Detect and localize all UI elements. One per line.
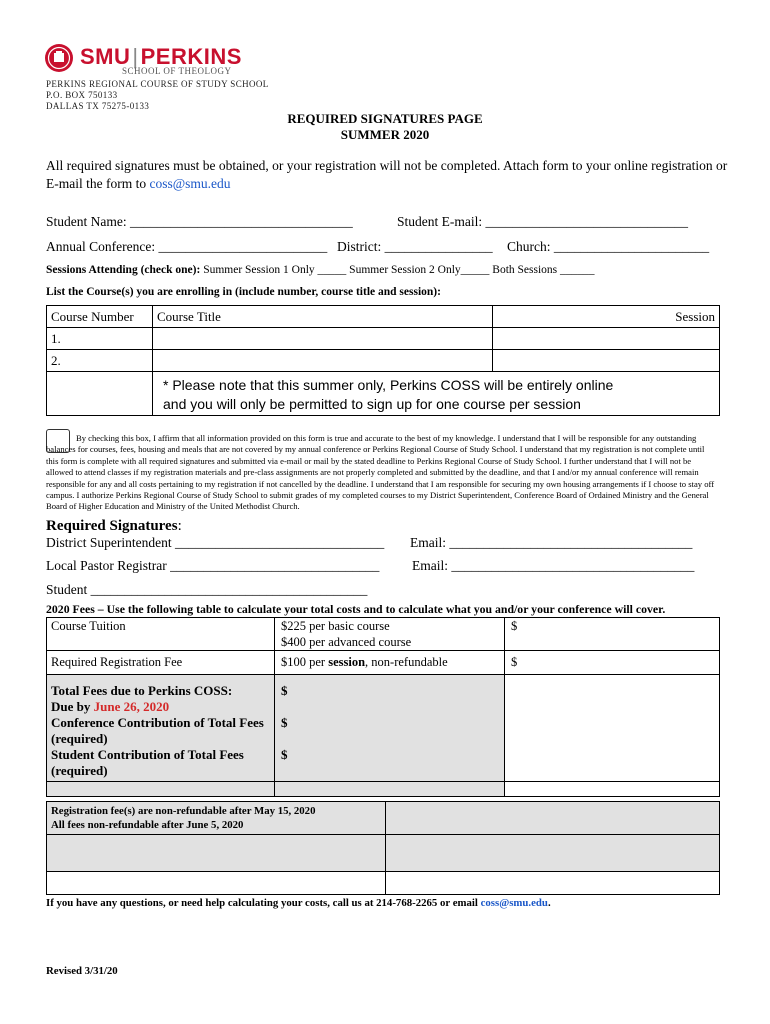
registration-dollar[interactable]: $	[505, 651, 720, 675]
blank-cell	[47, 835, 386, 872]
address-line-2: P.O. BOX 750133	[46, 90, 118, 100]
page-subtitle: SUMMER 2020	[340, 127, 430, 142]
course-row-number: 2.	[47, 350, 153, 372]
intro-line-1: All required signatures must be obtained, or your registration will not be completed. Attach form to your online registration or	[46, 158, 728, 173]
logo-wordmark: SMU|PERKINS	[80, 44, 242, 69]
student-name-field[interactable]: Student Name: _________________________________	[46, 214, 353, 229]
tuition-amounts: $225 per basic course $400 per advanced course	[275, 618, 505, 651]
courses-table	[46, 305, 720, 416]
course-session-cell[interactable]	[492, 328, 719, 350]
table-row[interactable]	[47, 328, 720, 350]
blank-cell	[275, 782, 505, 797]
fees-heading: 2020 Fees – Use the following table to calculate your total costs and to calculate what you and/or your conference will cover.	[46, 602, 666, 616]
annual-conference-field[interactable]: Annual Conference: _________________________	[46, 239, 328, 254]
address-line-1: PERKINS REGIONAL COURSE OF STUDY SCHOOL	[46, 79, 269, 89]
ds-email-field[interactable]: Email: ____________________________________	[410, 535, 693, 550]
page-title: REQUIRED SIGNATURES PAGE	[287, 111, 483, 126]
blank-cell	[505, 782, 720, 797]
refund-table	[46, 801, 720, 895]
registration-fee-label: Required Registration Fee	[47, 651, 275, 675]
blank-cell	[47, 782, 275, 797]
footer-email-link[interactable]: coss@smu.edu	[480, 897, 548, 909]
course-row-number: 1.	[47, 328, 153, 350]
sessions-attending[interactable]: Sessions Attending (check one): Summer Session 1 Only _____ Summer Session 2 Only_____ Both Sessions ______	[46, 264, 595, 276]
intro-line-2: E-mail the form to coss@smu.edu	[46, 176, 231, 191]
tuition-dollar[interactable]: $	[505, 618, 720, 651]
course-title-cell[interactable]	[153, 350, 493, 372]
student-signature[interactable]: Student _________________________________________	[46, 582, 368, 597]
church-field[interactable]: Church: _______________________	[507, 239, 710, 254]
empty-cell	[47, 372, 153, 416]
course-session-cell[interactable]	[492, 350, 719, 372]
blank-cell	[386, 872, 720, 895]
fee-totals-notes[interactable]	[505, 675, 720, 782]
header-session: Session	[492, 306, 719, 328]
agreement-text: By checking this box, I affirm that all information provided on this form is true and accurate to the best of my knowledge. I understand that I will be responsible for any outstanding balances for courses, fees, housing and meals that are not covered by my annual conference or Perkins Regional Course of Study School. I understand that my registration is not complete until this form is complete with all required signatures and submitted via e-mail or mail by the stated deadline to Perkins Regional Course of Study School. I further understand that I will not be allowed to attend classes if my registration materials and pre-class assignments are not properly completed and submitted by the deadline, and that I and/or my annual conference will remain responsible for any and all costs pertaining to my registration if not cancelled by the deadline. I understand that I am responsible for securing my own housing arrangements if I choose to stay off campus. I authorize Perkins Regional Course of Study School to submit grades of my completed courses to my District Superintendent, Conference Board of Ordained Ministry and the General Board of Higher Education and Ministry of the United Methodist Church.	[46, 433, 715, 512]
address-line-3: DALLAS TX 75275-0133	[46, 101, 150, 111]
district-field[interactable]: District: ________________	[337, 239, 493, 254]
blank-cell	[386, 802, 720, 835]
required-signatures-heading: Required Signatures:	[46, 518, 182, 534]
fee-totals-dollars[interactable]: $ $ $	[275, 675, 505, 782]
online-note: * Please note that this summer only, Perkins COSS will be entirely online and you will only be permitted to sign up for one course per session	[153, 372, 720, 416]
blank-cell	[47, 872, 386, 895]
tuition-label: Course Tuition	[47, 618, 275, 651]
due-date: June 26, 2020	[93, 699, 170, 714]
fee-totals-labels: Total Fees due to Perkins COSS: Due by June 26, 2020 Conference Contribution of Total Fees (required) Student Contribution of Total Fees (required)	[47, 675, 275, 782]
fees-table	[46, 617, 720, 797]
revised-date: Revised 3/31/20	[46, 965, 118, 977]
district-superintendent-signature[interactable]: District Superintendent _______________________________	[46, 535, 385, 550]
blank-cell	[386, 835, 720, 872]
local-pastor-registrar-signature[interactable]: Local Pastor Registrar _______________________________	[46, 558, 380, 573]
smu-seal-icon	[44, 43, 74, 73]
lpr-email-field[interactable]: Email: ____________________________________	[412, 558, 695, 573]
questions-line: If you have any questions, or need help calculating your costs, call us at 214-768-2265 or email coss@smu.edu.	[46, 897, 551, 909]
header-course-title: Course Title	[153, 306, 493, 328]
course-title-cell[interactable]	[153, 328, 493, 350]
logo-subtitle: SCHOOL OF THEOLOGY	[122, 66, 232, 76]
table-row[interactable]	[47, 350, 720, 372]
registration-fee-amount: $100 per session, non-refundable	[275, 651, 505, 675]
student-email-field[interactable]: Student E-mail: ______________________________	[397, 214, 688, 229]
coss-email-link[interactable]: coss@smu.edu	[149, 176, 231, 191]
courses-heading: List the Course(s) you are enrolling in (include number, course title and session):	[46, 286, 441, 298]
header-course-number: Course Number	[47, 306, 153, 328]
refund-policy: Registration fee(s) are non-refundable after May 15, 2020 All fees non-refundable after June 5, 2020	[47, 802, 386, 835]
